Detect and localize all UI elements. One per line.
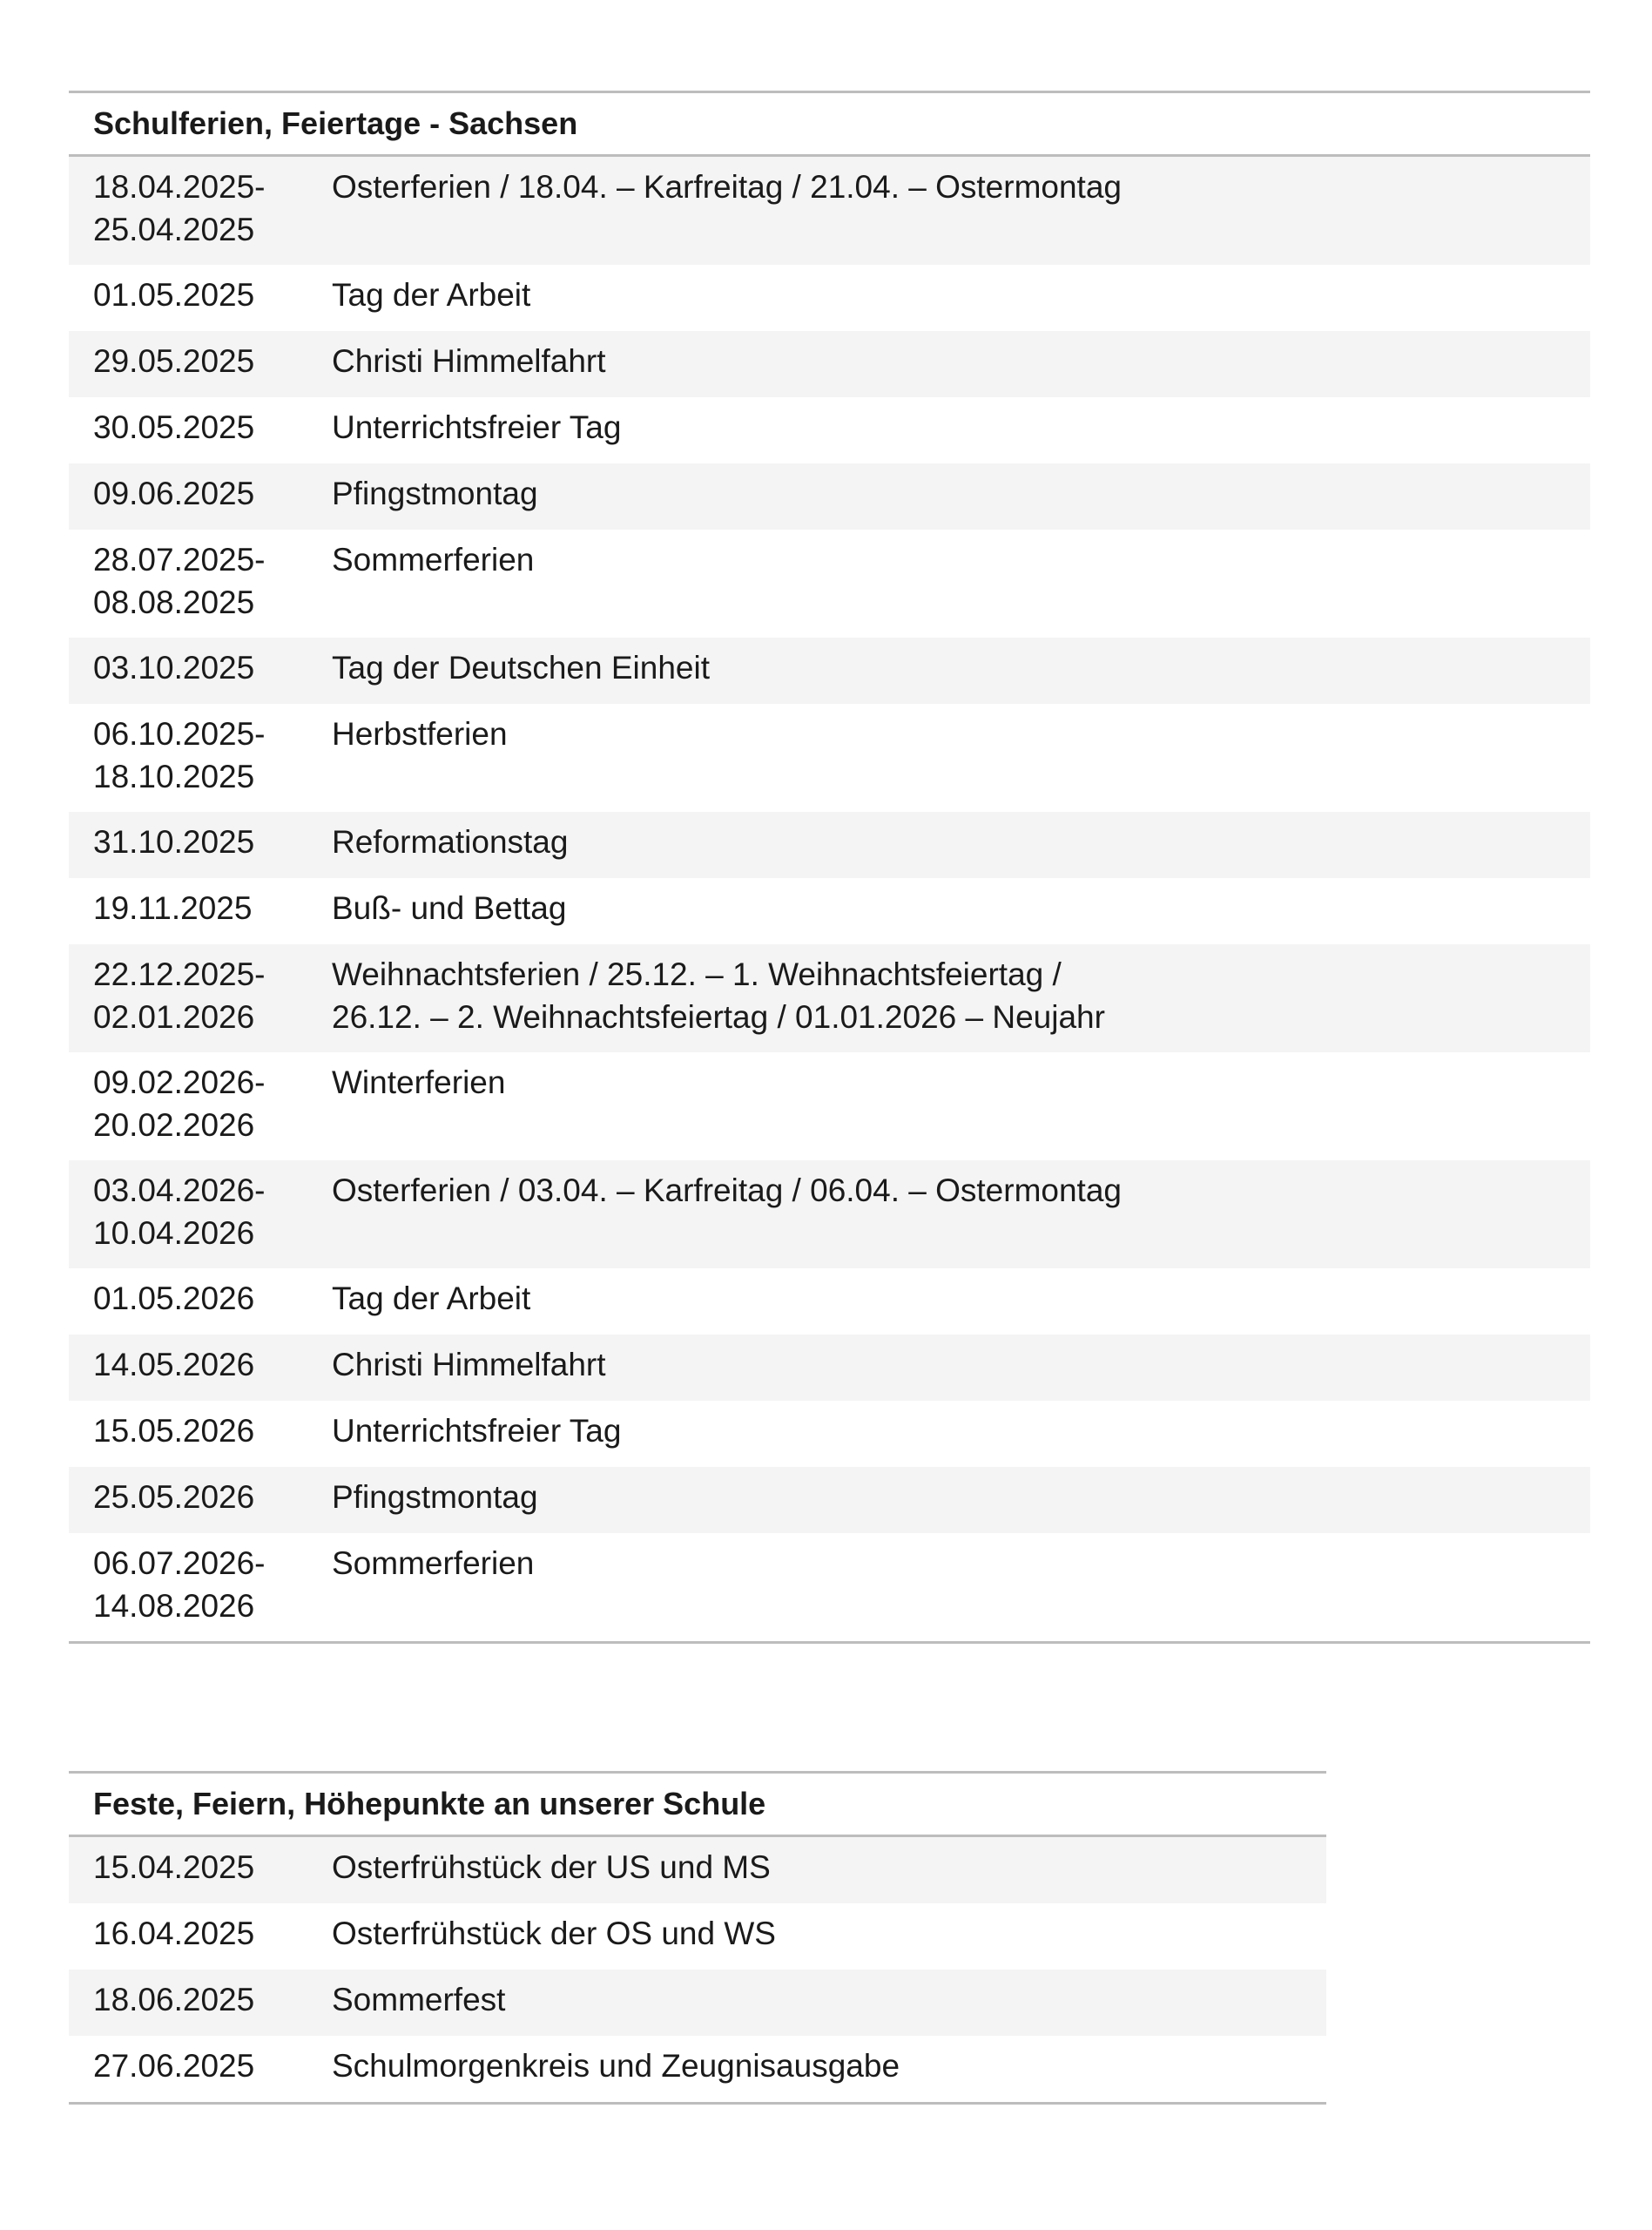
event-text: 26.12. – 2. Weihnachtsfeiertag / 01.01.2026 – Neujahr (332, 999, 1105, 1035)
event-cell (332, 1903, 1326, 1970)
event-text: Winterferien (332, 1064, 506, 1100)
date-text: 20.02.2026 (93, 1107, 255, 1143)
date-text: 15.04.2025 (93, 1849, 255, 1885)
table-row (69, 463, 1590, 530)
table-row (69, 530, 1590, 638)
event-cell (332, 331, 1590, 397)
event-cell (332, 1052, 1590, 1160)
date-text: 25.05.2026 (93, 1479, 255, 1515)
event-cell (332, 2036, 1326, 2102)
date-text: 22.12.2025- (93, 956, 266, 992)
date-text: 03.10.2025 (93, 650, 255, 686)
date-cell (69, 1837, 332, 1903)
date-text: 08.08.2025 (93, 585, 255, 620)
holiday-table-rows (69, 157, 1590, 1644)
date-cell (69, 157, 332, 265)
table-row (69, 1268, 1590, 1335)
date-text: 29.05.2025 (93, 343, 255, 379)
table-row (69, 2036, 1326, 2102)
event-cell (332, 1268, 1590, 1335)
date-cell (69, 530, 332, 638)
event-cell (332, 638, 1590, 704)
table-row (69, 638, 1590, 704)
table-row (69, 1467, 1590, 1533)
date-cell (69, 1401, 332, 1467)
date-cell (69, 1160, 332, 1268)
event-cell (332, 1837, 1326, 1903)
event-cell (332, 878, 1590, 944)
date-cell (69, 1268, 332, 1335)
event-text: Pfingstmontag (332, 476, 538, 511)
date-text: 18.04.2025- (93, 169, 266, 205)
table-row (69, 157, 1590, 265)
date-text: 14.08.2026 (93, 1588, 255, 1624)
event-text: Unterrichtsfreier Tag (332, 1413, 622, 1449)
date-cell (69, 1467, 332, 1533)
table-row (69, 812, 1590, 878)
holiday-table-title: Schulferien, Feiertage - Sachsen (69, 91, 1590, 157)
date-text: 28.07.2025- (93, 542, 266, 578)
table-row (69, 265, 1590, 331)
table-row (69, 1533, 1590, 1641)
event-text: Christi Himmelfahrt (332, 343, 606, 379)
event-cell (332, 1401, 1590, 1467)
date-text: 16.04.2025 (93, 1916, 255, 1951)
date-cell (69, 638, 332, 704)
table-row (69, 704, 1590, 812)
event-cell (332, 265, 1590, 331)
date-cell (69, 463, 332, 530)
table-row (69, 878, 1590, 944)
event-text: Reformationstag (332, 824, 569, 860)
event-text: Weihnachtsferien / 25.12. – 1. Weihnachtsfeiertag / (332, 956, 1062, 992)
event-cell (332, 1970, 1326, 2036)
event-text: Tag der Arbeit (332, 277, 531, 313)
date-text: 18.06.2025 (93, 1982, 255, 2017)
date-text: 01.05.2026 (93, 1281, 255, 1316)
event-text: Tag der Deutschen Einheit (332, 650, 710, 686)
event-cell (332, 944, 1590, 1052)
table-row (69, 944, 1590, 1052)
table-row (69, 1837, 1326, 1903)
date-cell (69, 397, 332, 463)
date-text: 19.11.2025 (93, 890, 253, 926)
date-text: 10.04.2026 (93, 1215, 255, 1251)
table-row (69, 1970, 1326, 2036)
event-text: Christi Himmelfahrt (332, 1347, 606, 1382)
date-text: 06.10.2025- (93, 716, 266, 752)
event-cell (332, 1160, 1590, 1268)
date-text: 06.07.2026- (93, 1545, 266, 1581)
table-row (69, 331, 1590, 397)
event-cell (332, 397, 1590, 463)
event-text: Herbstferien (332, 716, 508, 752)
event-text: Osterferien / 18.04. – Karfreitag / 21.04. – Ostermontag (332, 169, 1122, 205)
date-text: 09.02.2026- (93, 1064, 266, 1100)
date-cell (69, 944, 332, 1052)
date-cell (69, 1533, 332, 1641)
school-events-table-title: Feste, Feiern, Höhepunkte an unserer Schule (69, 1771, 1326, 1837)
date-text: 02.01.2026 (93, 999, 255, 1035)
event-text: Unterrichtsfreier Tag (332, 409, 622, 445)
holiday-table (69, 91, 1590, 1644)
date-text: 09.06.2025 (93, 476, 255, 511)
date-text: 18.10.2025 (93, 759, 255, 794)
event-text: Schulmorgenkreis und Zeugnisausgabe (332, 2048, 900, 2084)
date-text: 31.10.2025 (93, 824, 255, 860)
table-row (69, 1335, 1590, 1401)
event-text: Pfingstmontag (332, 1479, 538, 1515)
table-row (69, 1160, 1590, 1268)
table-row (69, 1401, 1590, 1467)
date-cell (69, 812, 332, 878)
event-text: Osterfrühstück der OS und WS (332, 1916, 776, 1951)
event-cell (332, 704, 1590, 812)
date-cell (69, 1052, 332, 1160)
date-text: 03.04.2026- (93, 1172, 266, 1208)
event-text: Sommerfest (332, 1982, 506, 2017)
date-cell (69, 704, 332, 812)
event-text: Sommerferien (332, 1545, 535, 1581)
date-cell (69, 265, 332, 331)
event-text: Buß- und Bettag (332, 890, 567, 926)
date-text: 14.05.2026 (93, 1347, 255, 1382)
event-cell (332, 812, 1590, 878)
event-text: Tag der Arbeit (332, 1281, 531, 1316)
table-row (69, 397, 1590, 463)
event-cell (332, 1467, 1590, 1533)
date-cell (69, 878, 332, 944)
date-text: 27.06.2025 (93, 2048, 255, 2084)
event-text: Sommerferien (332, 542, 535, 578)
event-cell (332, 1335, 1590, 1401)
school-events-table-rows (69, 1837, 1326, 2105)
date-text: 30.05.2025 (93, 409, 255, 445)
table-row (69, 1903, 1326, 1970)
school-events-table (69, 1771, 1326, 2105)
event-cell (332, 1533, 1590, 1641)
date-cell (69, 1335, 332, 1401)
event-cell (332, 157, 1590, 265)
event-text: Osterferien / 03.04. – Karfreitag / 06.04. – Ostermontag (332, 1172, 1122, 1208)
date-text: 25.04.2025 (93, 212, 255, 247)
date-text: 01.05.2025 (93, 277, 255, 313)
date-cell (69, 331, 332, 397)
date-cell (69, 1970, 332, 2036)
date-cell (69, 1903, 332, 1970)
date-cell (69, 2036, 332, 2102)
table-row (69, 1052, 1590, 1160)
event-cell (332, 530, 1590, 638)
date-text: 15.05.2026 (93, 1413, 255, 1449)
event-cell (332, 463, 1590, 530)
event-text: Osterfrühstück der US und MS (332, 1849, 771, 1885)
